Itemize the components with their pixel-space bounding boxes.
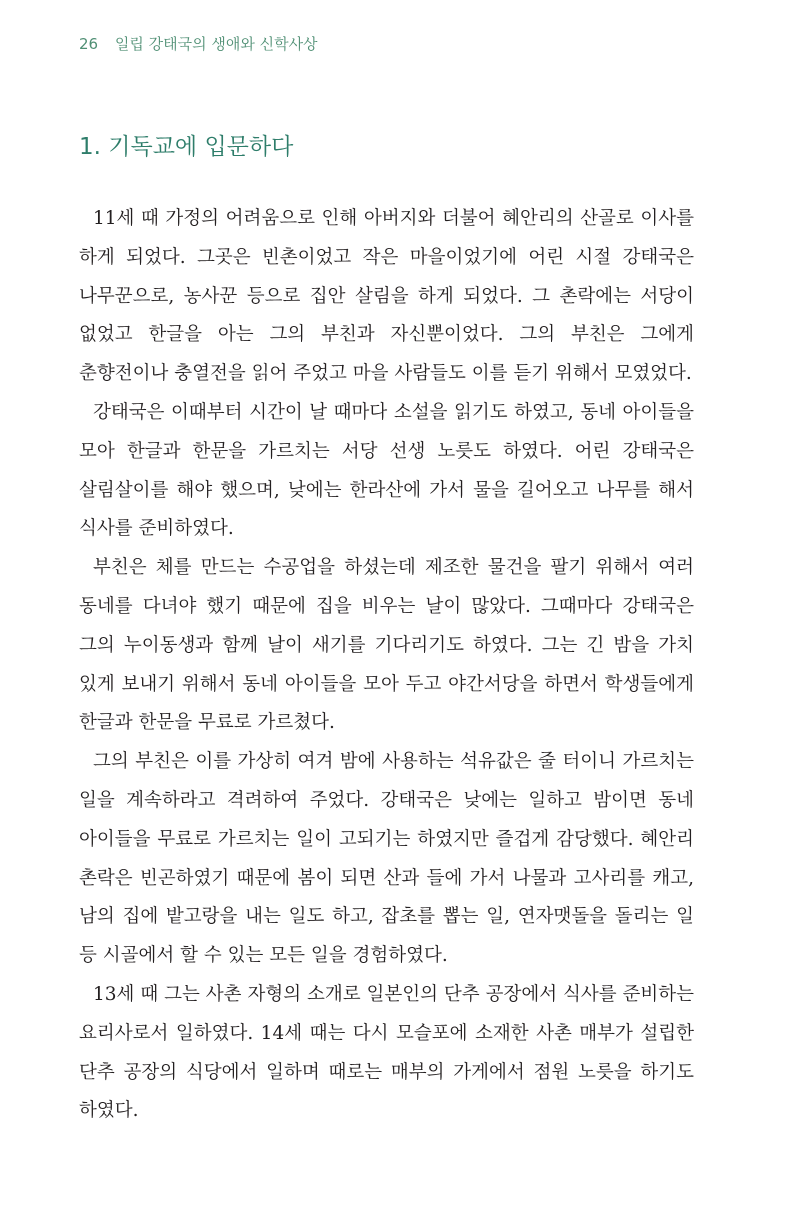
body-text [79,200,694,1131]
section-title: 1. 기독교에 입문하다 [79,134,294,160]
paragraph: 11세 때 가정의 어려움으로 인해 아버지와 더불어 혜안리의 산골로 이사를 하게 되었다. 그곳은 빈촌이었고 작은 마을이었기에 어린 시절 강태국은 나무꾼으로, 농사꾼 등으로 집안 살림을 하게 되었다. 그 촌락에는 서당이 없었고 한글을 아는 그의 부친과 자신뿐이었다. 그의 부친은 그에게 춘향전이나 충열전을 읽어 주었고 마을 사람들도 이를 듣기 위해서 모였었다. [79,208,694,385]
paragraph: 강태국은 이때부터 시간이 날 때마다 소설을 읽기도 하였고, 동네 아이들을 모아 한글과 한문을 가르치는 서당 선생 노릇도 하였다. 어린 강태국은 살림살이를 해야 했으며, 낮에는 한라산에 가서 물을 길어오고 나무를 해서 식사를 준비하였다. [79,401,694,540]
running-header [79,33,318,54]
book-title: 일립 강태국의 생애와 신학사상 [114,35,318,53]
paragraph: 13세 때 그는 사촌 자형의 소개로 일본인의 단추 공장에서 식사를 준비하는 요리사로서 일하였다. 14세 때는 다시 모슬포에 소재한 사촌 매부가 설립한 단추 공장의 식당에서 일하며 때로는 매부의 가게에서 점원 노릇을 하기도 하였다. [79,983,694,1122]
paragraph: 부친은 체를 만드는 수공업을 하셨는데 제조한 물건을 팔기 위해서 여러 동네를 다녀야 했기 때문에 집을 비우는 날이 많았다. 그때마다 강태국은 그의 누이동생과 함께 날이 새기를 기다리기도 하였다. 그는 긴 밤을 가치 있게 보내기 위해서 동네 아이들을 모아 두고 야간서당을 하면서 학생들에게 한글과 한문을 무료로 가르쳤다. [79,557,694,734]
page-number: 26 [79,35,99,53]
paragraph: 그의 부친은 이를 가상히 여겨 밤에 사용하는 석유값은 줄 터이니 가르치는 일을 계속하라고 격려하여 주었다. 강태국은 낮에는 일하고 밤이면 동네 아이들을 무료로 가르치는 일이 고되기는 하였지만 즐겁게 감당했다. 혜안리 촌락은 빈곤하였기 때문에 봄이 되면 산과 들에 가서 나물과 고사리를 캐고, 남의 집에 밭고랑을 내는 일도 하고, 잡초를 뽑는 일, 연자맷돌을 돌리는 일 등 시골에서 할 수 있는 모든 일을 경험하였다. [79,751,694,967]
